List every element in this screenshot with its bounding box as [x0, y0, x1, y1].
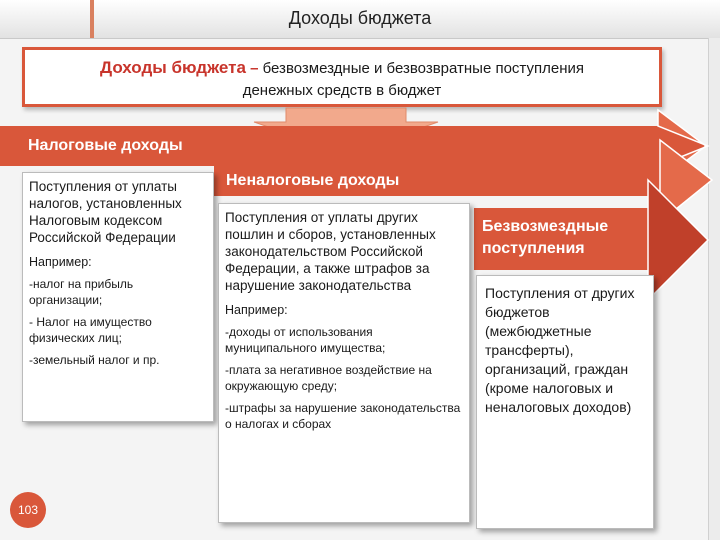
gratuitous-card	[476, 275, 654, 529]
page-title: Доходы бюджета	[288, 8, 432, 28]
tax-income-example-label: Например:	[29, 255, 92, 269]
page-number-badge: 103	[10, 492, 46, 528]
definition-text-line2: денежных средств в бюджет	[242, 82, 442, 99]
gratuitous-title-line2: поступления	[482, 240, 585, 257]
gratuitous-title	[482, 216, 608, 260]
nontax-income-card	[218, 203, 470, 523]
tax-income-example-1: -налог на прибыль организации;	[29, 277, 134, 307]
tax-income-description: Поступления от уплаты налогов, установленных Налоговым кодексом Российской Федерации	[29, 179, 182, 245]
gratuitous-title-line1: Безвозмездные	[482, 218, 609, 235]
nontax-income-example-2: -плата за негативное воздействие на окружающую среду;	[225, 363, 432, 393]
tax-income-card	[22, 172, 214, 422]
gratuitous-description: Поступления от других бюджетов (межбюджетные трансферты), организаций, граждан (кроме налоговых и неналоговых доходов)	[485, 285, 635, 415]
nontax-income-example-label: Например:	[225, 303, 288, 317]
nontax-income-description: Поступления от уплаты других пошлин и сборов, установленных законодательством Российской Федерации, а также штрафов за нарушение законодательства	[225, 210, 436, 293]
definition-term: Доходы бюджета	[100, 58, 246, 77]
nontax-income-title: Неналоговые доходы	[226, 172, 400, 189]
definition-text-line1: безвозмездные и безвозвратные поступления	[262, 60, 584, 77]
nontax-income-example-1: -доходы от использования муниципального имущества;	[225, 325, 386, 355]
tax-income-example-3: -земельный налог и пр.	[29, 353, 160, 367]
nontax-income-example-3: -штрафы за нарушение законодательства о налогах и сборах	[225, 401, 461, 431]
tax-income-example-2: - Налог на имущество физических лиц;	[29, 315, 152, 345]
definition-dash: –	[250, 60, 259, 77]
tax-income-title: Налоговые доходы	[28, 137, 183, 154]
